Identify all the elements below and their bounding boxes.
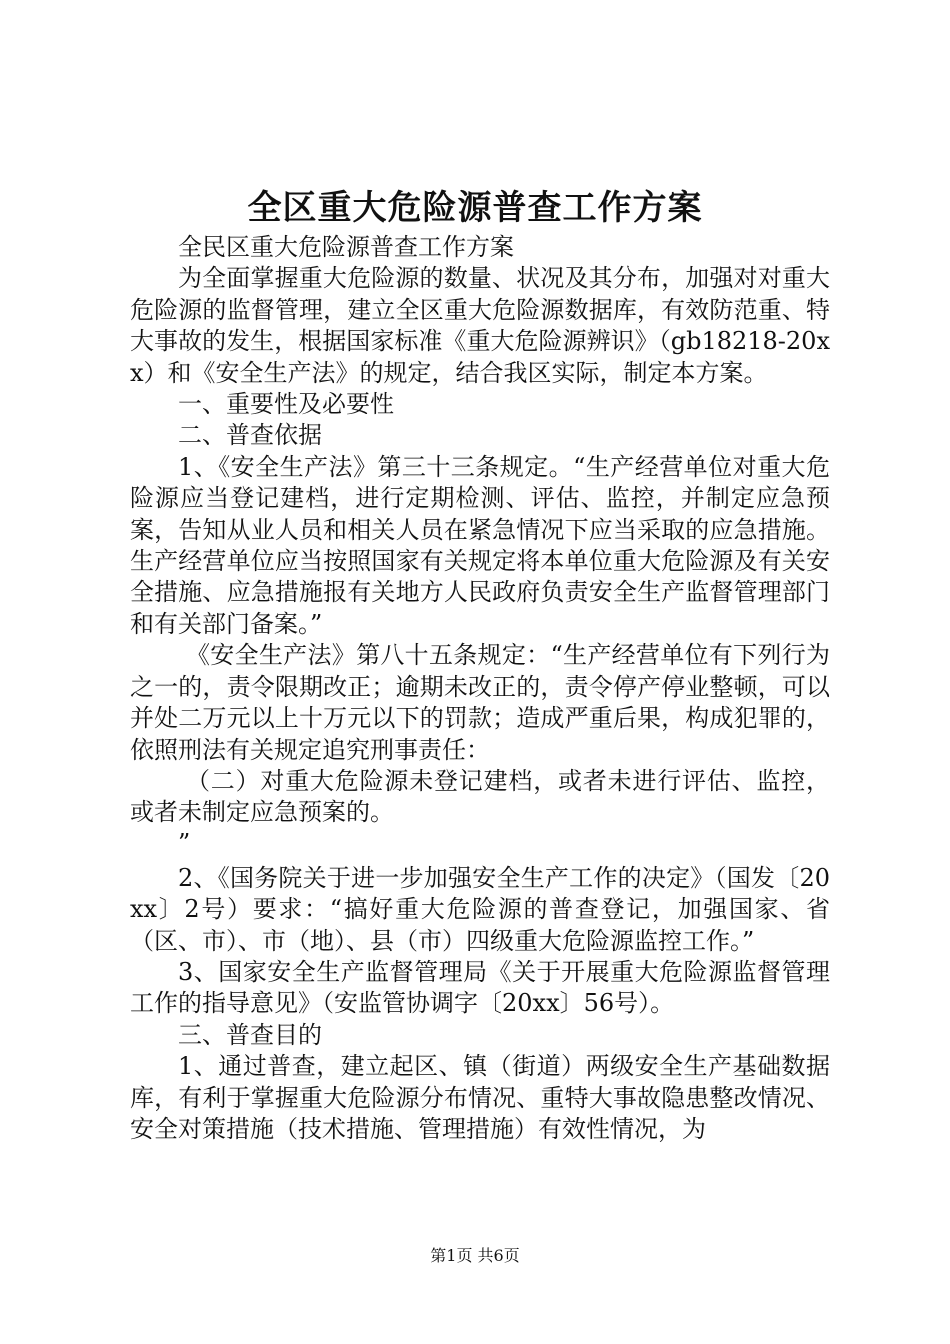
section-heading-3: 三、普查目的 xyxy=(178,1020,322,1049)
document-body xyxy=(130,232,830,1145)
section-heading-1: 一、重要性及必要性 xyxy=(178,390,394,419)
document-title: 全区重大危险源普查工作方案 xyxy=(247,188,703,228)
paragraph-subtitle: 全民区重大危险源普查工作方案 xyxy=(178,233,514,261)
paragraph-basis-1-item-2: （二）对重大危险源未登记建档，或者未进行评估、监控，或者未制定应急预案的。 xyxy=(130,766,830,827)
page-footer: 第1页 共6页 xyxy=(430,1246,520,1265)
paragraph-basis-1-article-85: 《安全生产法》第八十五条规定：“生产经营单位有下列行为之一的，责令限期改正；逾期未改正的，责令停产停业整顿，可以并处二万元以上十万元以下的罚款；造成严重后果，构成犯罪的，依照刑法有关规定追究刑事责任： xyxy=(130,641,830,764)
paragraph-basis-1: 1、《安全生产法》第三十三条规定。“生产经营单位对重大危险源应当登记建档，进行定期检测、评估、监控，并制定应急预案，告知从业人员和相关人员在紧急情况下应当采取的应急措施。生产经营单位应当按照国家有关规定将本单位重大危险源及有关安全措施、应急措施报有关地方人民政府负责安全生产监督管理部门和有关部门备案。” xyxy=(130,452,830,638)
paragraph-basis-3: 3、国家安全生产监督管理局《关于开展重大危险源监督管理工作的指导意见》（安监管协调字〔20xx〕56号）。 xyxy=(130,957,830,1018)
section-heading-2: 二、普查依据 xyxy=(178,421,322,450)
paragraph-closing-quote: ” xyxy=(178,828,191,857)
paragraph-basis-2: 2、《国务院关于进一步加强安全生产工作的决定》（国发〔20xx〕2号）要求：“搞好重大危险源的普查登记，加强国家、省（区、市）、市（地）、县（市）四级重大危险源监控工作。” xyxy=(130,863,830,955)
paragraph-intro: 为全面掌握重大危险源的数量、状况及其分布，加强对对重大危险源的监督管理，建立全区重大危险源数据库，有效防范重、特大事故的发生，根据国家标准《重大危险源辨识》（gb18218-20xx）和《安全生产法》的规定，结合我区实际，制定本方案。 xyxy=(130,264,830,387)
paragraph-purpose-1: 1、通过普查，建立起区、镇（街道）两级安全生产基础数据库，有利于掌握重大危险源分布情况、重特大事故隐患整改情况、安全对策措施（技术措施、管理措施）有效性情况，为 xyxy=(130,1052,830,1143)
